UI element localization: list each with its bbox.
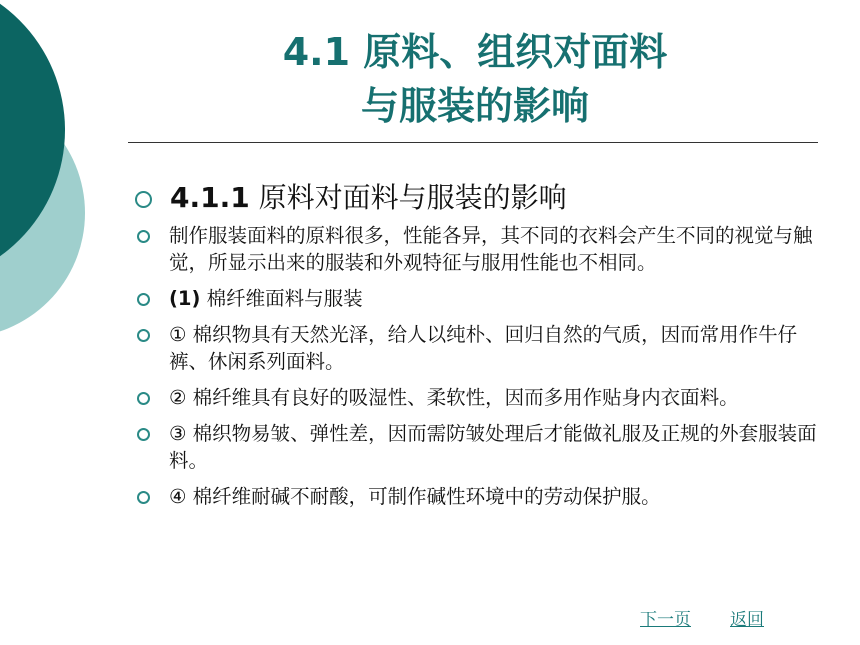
list-item [130, 420, 820, 474]
slide-title-line1: 4.1 原料、组织对面料 [282, 30, 668, 74]
list-item-text: 制作服装面料的原料很多，性能各异，其不同的衣料会产生不同的视觉与触觉，所显示出来的服装和外观特征与服用性能也不相同。 [169, 224, 813, 274]
back-link[interactable]: 返回 [730, 610, 764, 630]
slide-title-line2: 与服装的影响 [360, 84, 589, 128]
next-page-link[interactable]: 下一页 [640, 610, 691, 630]
section-title: 原料对面料与服装的影响 [258, 181, 567, 214]
list-item [130, 222, 820, 276]
list-item-text [169, 285, 820, 312]
bullet-list [130, 180, 820, 519]
list-item [130, 483, 820, 510]
title-divider [128, 142, 818, 143]
bullet-ring-icon [137, 293, 150, 306]
list-item [130, 384, 820, 411]
bullet-ring-icon [137, 428, 150, 441]
list-item [130, 285, 820, 312]
list-item-text: ① 棉织物具有天然光泽，给人以纯朴、回归自然的气质，因而常用作牛仔裤、休闲系列面料。 [169, 323, 798, 373]
bullet-ring-icon [135, 191, 152, 208]
section-heading-text [170, 180, 820, 216]
list-item-text: ③ 棉织物易皱、弹性差，因而需防皱处理后才能做礼服及正规的外套服装面料。 [169, 422, 817, 472]
section-number: 4.1.1 [170, 181, 250, 214]
list-item-label: 棉纤维面料与服装 [200, 287, 363, 310]
section-heading [130, 180, 820, 216]
list-item [130, 321, 820, 375]
bullet-ring-icon [137, 392, 150, 405]
bullet-ring-icon [137, 491, 150, 504]
list-item-number: (1) [169, 287, 201, 310]
list-item-text: ④ 棉纤维耐碱不耐酸，可制作碱性环境中的劳动保护服。 [169, 485, 661, 508]
bullet-ring-icon [137, 230, 150, 243]
bullet-ring-icon [137, 329, 150, 342]
list-item-text: ② 棉纤维具有良好的吸湿性、柔软性，因而多用作贴身内衣面料。 [169, 386, 739, 409]
